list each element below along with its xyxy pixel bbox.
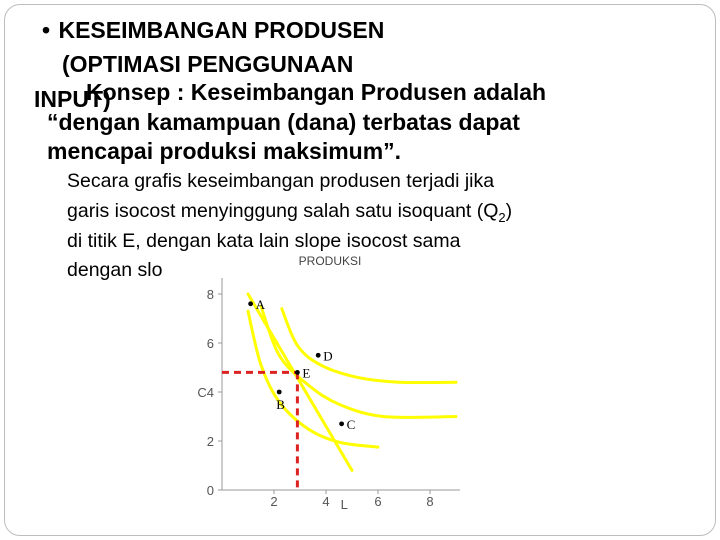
- heading-line-2: (OPTIMASI PENGGUNAAN: [62, 51, 354, 77]
- point-label-e: E: [302, 365, 311, 381]
- paragraph-line-4: dengan slo: [67, 259, 163, 281]
- point-a: [248, 301, 253, 306]
- heading-bullet: •: [42, 17, 51, 43]
- paragraph-line-1: Secara grafis keseimbangan produsen terjadi jika: [67, 170, 495, 192]
- point-label-b: B: [276, 397, 285, 412]
- isoquant-line-2: [248, 311, 378, 447]
- point-label-a: A: [255, 296, 265, 312]
- point-b: [277, 390, 282, 395]
- point-d: [316, 353, 321, 358]
- paragraph-line-2-text: garis isocost menyinggung salah satu isoquant (Q: [67, 200, 499, 222]
- point-label-d: D: [323, 348, 333, 364]
- y-tick-label: 2: [206, 434, 214, 449]
- y-tick-label: 8: [206, 287, 214, 302]
- chart-title: PRODUKSI: [298, 254, 362, 268]
- concept-line-3: mencapai produksi maksimum”.: [47, 138, 402, 164]
- point-e: [295, 370, 300, 375]
- concept-line-2: “dengan kamampuan (dana) terbatas dapat: [47, 109, 520, 135]
- y-tick-label: 0: [206, 483, 214, 498]
- heading-line-3: INPUT): [34, 86, 111, 112]
- point-label-c: C: [346, 416, 356, 432]
- heading-text-1: KESEIMBANGAN PRODUSEN: [58, 17, 385, 43]
- x-tick-label: 2: [270, 494, 278, 509]
- paragraph-line-2-subscript: 2: [498, 209, 506, 225]
- point-c: [339, 421, 344, 426]
- x-tick-label: 6: [374, 494, 382, 509]
- y-tick-label: 6: [206, 336, 214, 351]
- paragraph-line-3: di titik E, dengan kata lain slope isocost sama: [67, 230, 461, 252]
- paragraph-line-2-close: ): [505, 200, 513, 222]
- concept-line-1: Konsep : Keseimbangan Produsen adalah: [86, 79, 547, 105]
- x-axis-label: L: [340, 497, 348, 512]
- isoquant-line-3: [261, 306, 456, 417]
- y-tick-label: C4: [197, 385, 214, 400]
- isocost-line-1: [248, 294, 352, 470]
- x-tick-label: 8: [426, 494, 434, 509]
- x-tick-label: 4: [322, 494, 330, 509]
